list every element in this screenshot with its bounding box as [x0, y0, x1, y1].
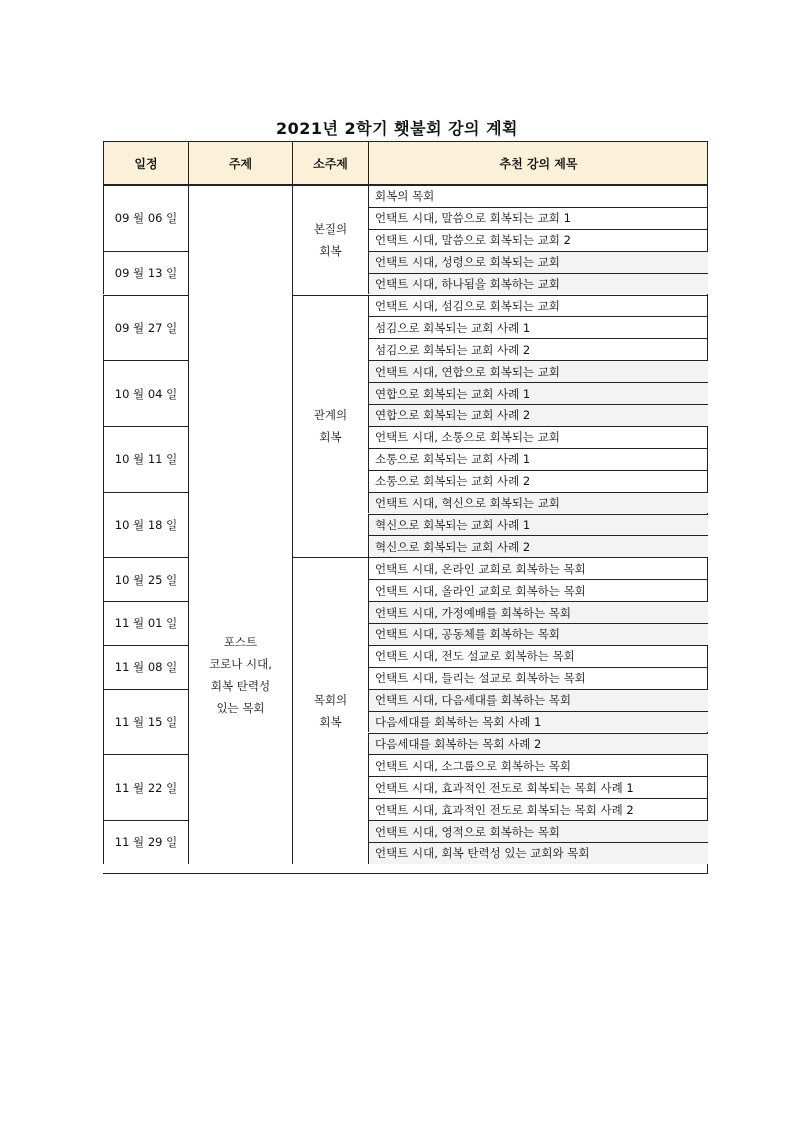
- lecture-title: 언택트 시대, 말씀으로 회복되는 교회 2: [368, 229, 708, 251]
- lecture-title: 언택트 시대, 소그룹으로 회복하는 목회: [368, 754, 708, 776]
- lecture-title: 언택트 시대, 혁신으로 회복되는 교회: [368, 492, 708, 514]
- date-cell: 11 월 22 일: [103, 754, 188, 820]
- lecture-title: 언택트 시대, 성령으로 회복되는 교회: [368, 251, 708, 273]
- lecture-title: 언택트 시대, 전도 설교로 회복하는 목회: [368, 645, 708, 667]
- date-cell: 09 월 06 일: [103, 185, 188, 251]
- lecture-title: 섬김으로 회복되는 교회 사례 2: [368, 338, 708, 360]
- lecture-title: 언택트 시대, 영적으로 회복하는 목회: [368, 820, 708, 842]
- lecture-title: 연합으로 회복되는 교회 사례 1: [368, 382, 708, 404]
- lecture-title: 언택트 시대, 공동체를 회복하는 목회: [368, 623, 708, 645]
- date-cell: 10 월 11 일: [103, 426, 188, 492]
- lecture-title: 언택트 시대, 가정예배를 회복하는 목회: [368, 601, 708, 623]
- lecture-title: 혁신으로 회복되는 교회 사례 1: [368, 514, 708, 536]
- table-bottom-border: [103, 873, 708, 874]
- date-cell: 11 월 08 일: [103, 645, 188, 689]
- lecture-title: 언택트 시대, 회복 탄력성 있는 교회와 목회: [368, 842, 708, 864]
- lecture-title: 연합으로 회복되는 교회 사례 2: [368, 404, 708, 426]
- lecture-title: 언택트 시대, 소통으로 회복되는 교회: [368, 426, 708, 448]
- lecture-title: 언택트 시대, 효과적인 전도로 회복되는 목회 사례 2: [368, 798, 708, 820]
- header-lecture: 추천 강의 제목: [368, 141, 708, 185]
- lecture-title: 언택트 시대, 하나됨을 회복하는 교회: [368, 273, 708, 295]
- lecture-title: 언택트 시대, 들리는 설교로 회복하는 목회: [368, 667, 708, 689]
- date-cell: 11 월 01 일: [103, 601, 188, 645]
- date-cell: 10 월 25 일: [103, 557, 188, 601]
- date-cell: 11 월 29 일: [103, 820, 188, 864]
- header-theme: 주제: [188, 141, 292, 185]
- subtheme-cell: 관계의 회복: [292, 295, 368, 558]
- header-subtheme: 소주제: [292, 141, 368, 185]
- date-cell: 09 월 13 일: [103, 251, 188, 295]
- lecture-title: 혁신으로 회복되는 교회 사례 2: [368, 535, 708, 557]
- date-cell: 09 월 27 일: [103, 295, 188, 361]
- date-cell: 10 월 18 일: [103, 492, 188, 558]
- lecture-title: 소통으로 회복되는 교회 사례 2: [368, 470, 708, 492]
- lecture-title: 언택트 시대, 말씀으로 회복되는 교회 1: [368, 207, 708, 229]
- page-title: 2021년 2학기 횃불회 강의 계획: [275, 119, 518, 138]
- lecture-title: 언택트 시대, 연합으로 회복되는 교회: [368, 360, 708, 382]
- lecture-title: 언택트 시대, 섬김으로 회복되는 교회: [368, 295, 708, 317]
- lecture-title: 다음세대를 회복하는 목회 사례 2: [368, 733, 708, 755]
- header-date: 일정: [103, 141, 188, 185]
- theme-cell: 포스트 코로나 시대, 회복 탄력성 있는 목회: [188, 185, 292, 864]
- lecture-title: 언택트 시대, 다음세대를 회복하는 목회: [368, 689, 708, 711]
- lecture-title: 섬김으로 회복되는 교회 사례 1: [368, 316, 708, 338]
- subtheme-cell: 목회의 회복: [292, 557, 368, 864]
- lecture-title: 언택트 시대, 온라인 교회로 회복하는 목회: [368, 557, 708, 579]
- lecture-schedule-table: [103, 141, 708, 874]
- date-cell: 10 월 04 일: [103, 360, 188, 426]
- lecture-title: 언택트 시대, 올라인 교회로 회복하는 목회: [368, 579, 708, 601]
- date-cell: 11 월 15 일: [103, 689, 188, 755]
- lecture-title: 소통으로 회복되는 교회 사례 1: [368, 448, 708, 470]
- lecture-title: 회복의 목회: [368, 185, 708, 207]
- subtheme-cell: 본질의 회복: [292, 185, 368, 295]
- lecture-title: 언택트 시대, 효과적인 전도로 회복되는 목회 사례 1: [368, 776, 708, 798]
- lecture-title: 다음세대를 회복하는 목회 사례 1: [368, 711, 708, 733]
